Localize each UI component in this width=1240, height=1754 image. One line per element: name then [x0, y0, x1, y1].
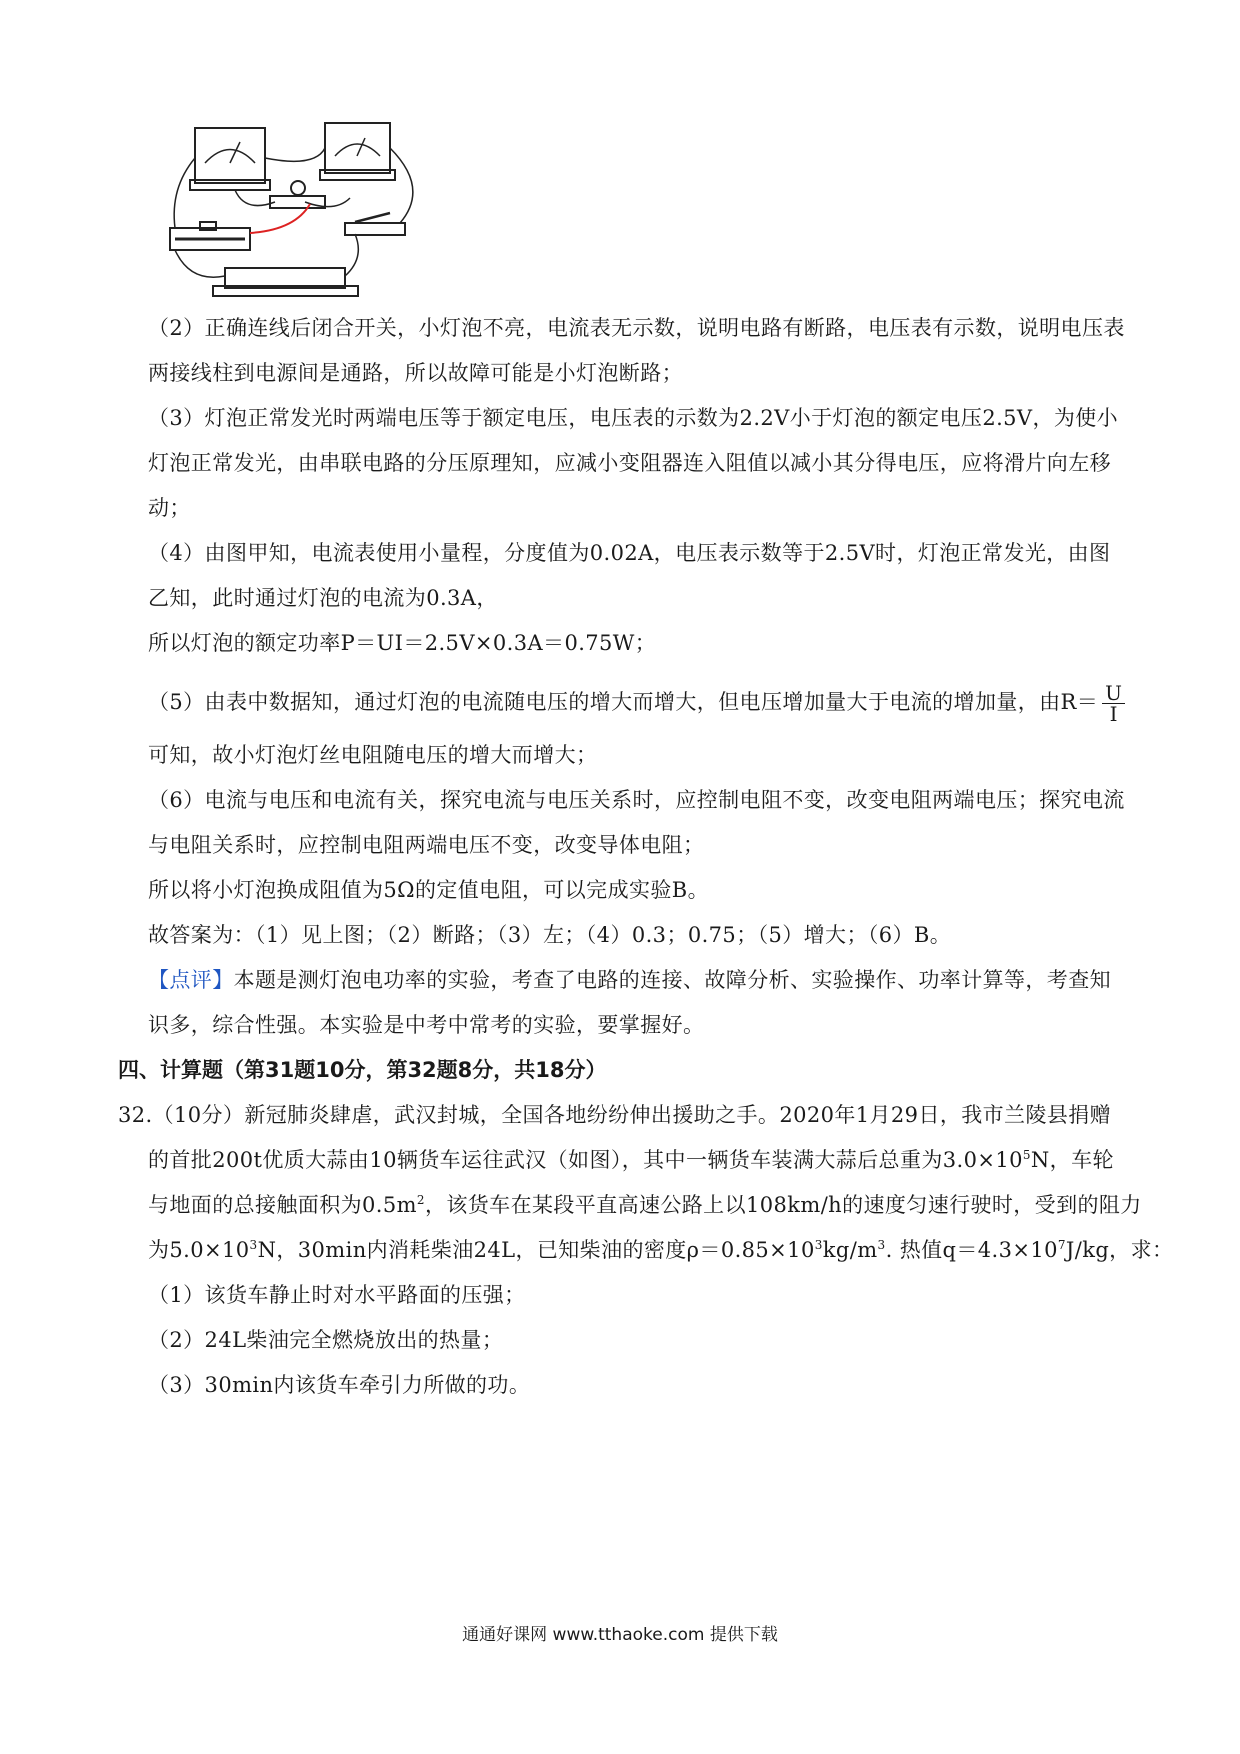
q32-line2 [148, 1145, 1138, 1175]
solution-p2-line1: （2）正确连线后闭合开关，小灯泡不亮，电流表无示数，说明电路有断路，电压表有示数，说明电压表 [148, 316, 1125, 340]
voltmeter-icon [325, 123, 390, 173]
circuit-diagram [165, 118, 430, 303]
q32-sub1: （1）该货车静止时对水平路面的压强； [148, 1283, 526, 1307]
q32-line4 [148, 1235, 1174, 1265]
formula-fraction [1102, 683, 1125, 724]
q32-line1: 32.（10分）新冠肺炎肆虐，武汉封城，全国各地纷纷伸出援助之手。2020年1月29日，我市兰陵县捐赠 [118, 1103, 1112, 1127]
solution-p6-line3: 所以将小灯泡换成阻值为5Ω的定值电阻，可以完成实验B。 [148, 878, 710, 902]
comment-line1 [148, 965, 1138, 995]
q32-line2-b: N，车轮 [1030, 1148, 1114, 1172]
q32-line4-a: 为5.0×10 [148, 1238, 250, 1262]
fraction-numerator: U [1102, 683, 1125, 704]
q32-sub2: （2）24L柴油完全燃烧放出的热量； [148, 1328, 504, 1352]
solution-p3-line2: 灯泡正常发光，由串联电路的分压原理知，应减小变阻器连入阻值以减小其分得电压，应将滑片向左移 [148, 451, 1111, 475]
solution-p4-line1: （4）由图甲知，电流表使用小量程，分度值为0.02A，电压表示数等于2.5V时，灯泡正常发光，由图 [148, 541, 1111, 565]
p5-text: （5）由表中数据知，通过灯泡的电流随电压的增大而增大，但电压增加量大于电流的增加量，由R＝ [148, 690, 1099, 714]
comment-line2: 识多，综合性强。本实验是中考中常考的实验，要掌握好。 [148, 1013, 705, 1037]
answer-line: 故答案为：（1）见上图；（2）断路；（3）左；（4）0.3；0.75；（5）增大；（6）B。 [148, 923, 952, 947]
solution-p3-line1: （3）灯泡正常发光时两端电压等于额定电压，电压表的示数为2.2V小于灯泡的额定电压2.5V，为使小 [148, 406, 1119, 430]
solution-p5-line2: 可知，故小灯泡灯丝电阻随电压的增大而增大； [148, 743, 598, 767]
solution-p2-line2: 两接线柱到电源间是通路，所以故障可能是小灯泡断路； [148, 361, 683, 385]
switch-icon [345, 223, 405, 235]
q32-line2-a: 的首批200t优质大蒜由10辆货车运往武汉（如图），其中一辆货车装满大蒜后总重为3.0×10 [148, 1148, 1023, 1172]
exponent: 3 [814, 1238, 823, 1252]
section-title: 四、计算题（第31题10分，第32题8分，共18分） [118, 1058, 607, 1082]
solution-p5-line1 [148, 683, 1138, 724]
q32-sub3: （3）30min内该货车牵引力所做的功。 [148, 1373, 531, 1397]
solution-p3-line3: 动； [148, 496, 191, 520]
exponent: 2 [416, 1193, 425, 1207]
exponent: 3 [877, 1238, 886, 1252]
q32-line4-d: . 热值q＝4.3×10 [885, 1238, 1058, 1262]
q32-line4-e: J/kg，求： [1065, 1238, 1174, 1262]
comment-text: 本题是测灯泡电功率的实验，考查了电路的连接、故障分析、实验操作、功率计算等，考查知 [233, 968, 1112, 992]
q32-line4-b: N，30min内消耗柴油24L，已知柴油的密度ρ＝0.85×10 [257, 1238, 815, 1262]
q32-line3-a: 与地面的总接触面积为0.5m [148, 1193, 417, 1217]
solution-p4-line2: 乙知，此时通过灯泡的电流为0.3A， [148, 586, 498, 610]
exponent: 3 [249, 1238, 258, 1252]
solution-p6-line1: （6）电流与电压和电流有关，探究电流与电压关系时，应控制电阻不变，改变电阻两端电压；探究电流 [148, 788, 1125, 812]
exponent: 7 [1057, 1238, 1066, 1252]
fraction-denominator: I [1109, 702, 1118, 726]
comment-tag: 【点评】 [148, 968, 234, 992]
footer-watermark: 通通好课网 www.tthaoke.com 提供下载 [462, 1625, 778, 1645]
exponent: 5 [1022, 1148, 1031, 1162]
solution-p4-line3: 所以灯泡的额定功率P＝UI＝2.5V×0.3A＝0.75W； [148, 631, 657, 655]
ammeter-icon [195, 128, 265, 183]
q32-line3 [148, 1190, 1142, 1220]
q32-line3-b: ，该货车在某段平直高速公路上以108km/h的速度匀速行驶时，受到的阻力 [424, 1193, 1142, 1217]
solution-p6-line2: 与电阻关系时，应控制电阻两端电压不变，改变导体电阻； [148, 833, 705, 857]
q32-line4-c: kg/m [822, 1238, 878, 1262]
